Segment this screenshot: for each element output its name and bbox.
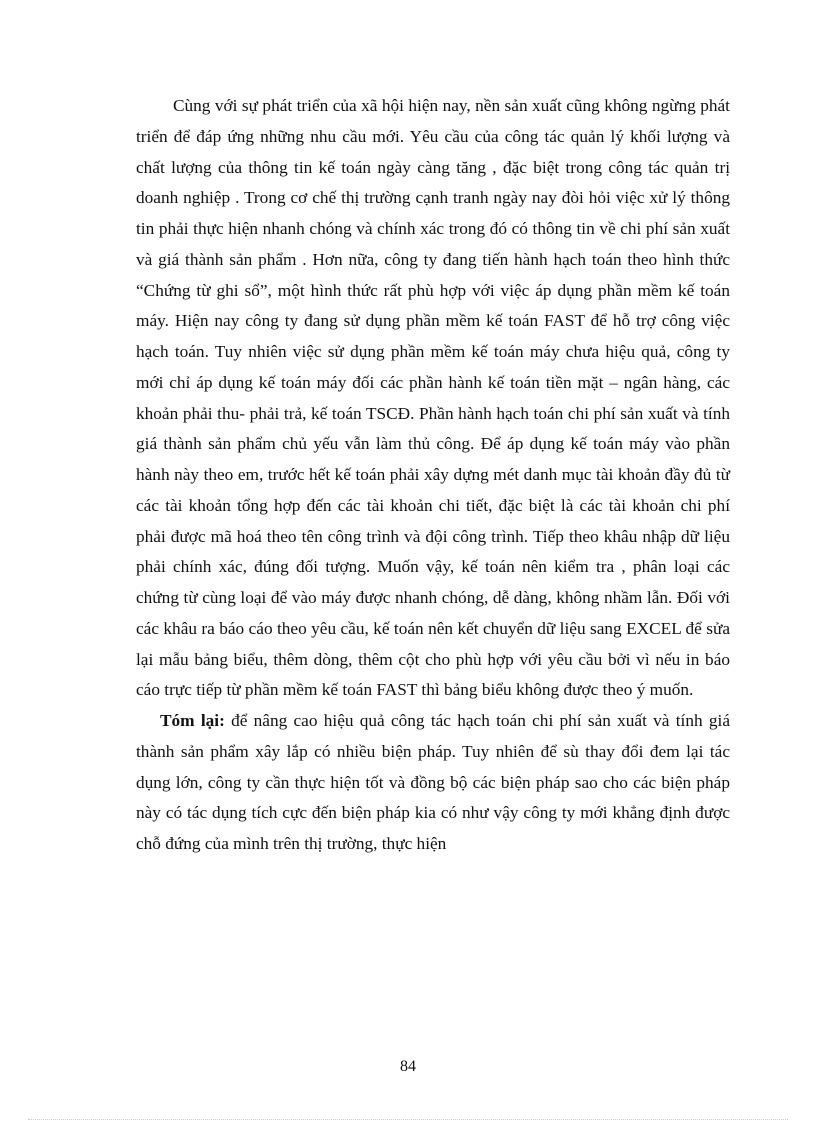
paragraph-1: Cùng với sự phát triển của xã hội hiện nay, nền sản xuất cũng không ngừng phát triển để đáp ứng những nhu cầu mới. Yêu cầu của công tác quản lý khối lượng và chất lượng của thông tin kế toán ngày càng tăng , đặc biệt trong công tác quản trị doanh nghiệp . Trong cơ chế thị trường cạnh tranh ngày nay đòi hỏi việc xử lý thông tin phải thực hiện nhanh chóng và chính xác trong đó có thông tin về chi phí sản xuất và giá thành sản phẩm . Hơn nữa, công ty đang tiến hành hạch toán theo hình thức “Chứng từ ghi sổ”, một hình thức rất phù hợp với việc áp dụng phần mềm kế toán máy. Hiện nay công ty đang sử dụng phần mềm kế toán FAST để hỗ trợ công việc hạch toán. Tuy nhiên việc sử dụng phần mềm kế toán máy chưa hiệu quả, công ty mới chỉ áp dụng kế toán máy đối các phần hành kế toán tiền mặt – ngân hàng, các khoản phải thu- phải trả, kế toán TSCĐ. Phần hành hạch toán chi phí sản xuất và tính giá thành sản phẩm chủ yếu vẫn làm thủ công. Để áp dụng kế toán máy vào phần hành này theo em, trước hết kế toán phải xây dựng mét danh mục tài khoản đầy đủ từ các tài khoản tổng hợp đến các tài khoản chi tiết, đặc biệt là các tài khoản chi phí phải được mã hoá theo tên công trình và đội công trình. Tiếp theo khâu nhập dữ liệu phải chính xác, đúng đối tượng. Muốn vậy, kế toán nên kiểm tra , phân loại các chứng từ cùng loại để vào máy được nhanh chóng, dễ dàng, không nhầm lẫn. Đối với các khâu ra báo cáo theo yêu cầu, kế toán nên kết chuyển dữ liệu sang EXCEL để sửa lại mẫu bảng biểu, thêm dòng, thêm cột cho phù hợp với yêu cầu bởi vì nếu in báo cáo trực tiếp từ phần mềm kế toán FAST thì bảng biểu không được theo ý muốn. (136, 96, 730, 700)
paragraph-2 (136, 706, 730, 860)
body-text (136, 91, 730, 860)
paragraph-2-body: để nâng cao hiệu quả công tác hạch toán chi phí sản xuất và tính giá thành sản phẩm xây lắp có nhiều biện pháp. Tuy nhiên để sù thay đổi đem lại tác dụng lớn, công ty cần thực hiện tốt và đồng bộ các biện pháp sao cho các biện pháp này có tác dụng tích cực đến biện pháp kia có như vậy công ty mới khẳng định được chỗ đứng của mình trên thị trường, thực hiện (136, 711, 730, 853)
page-number: 84 (400, 1058, 416, 1075)
page-footer-divider (28, 1119, 788, 1120)
paragraph-2-lead: Tóm lại: (160, 711, 225, 730)
